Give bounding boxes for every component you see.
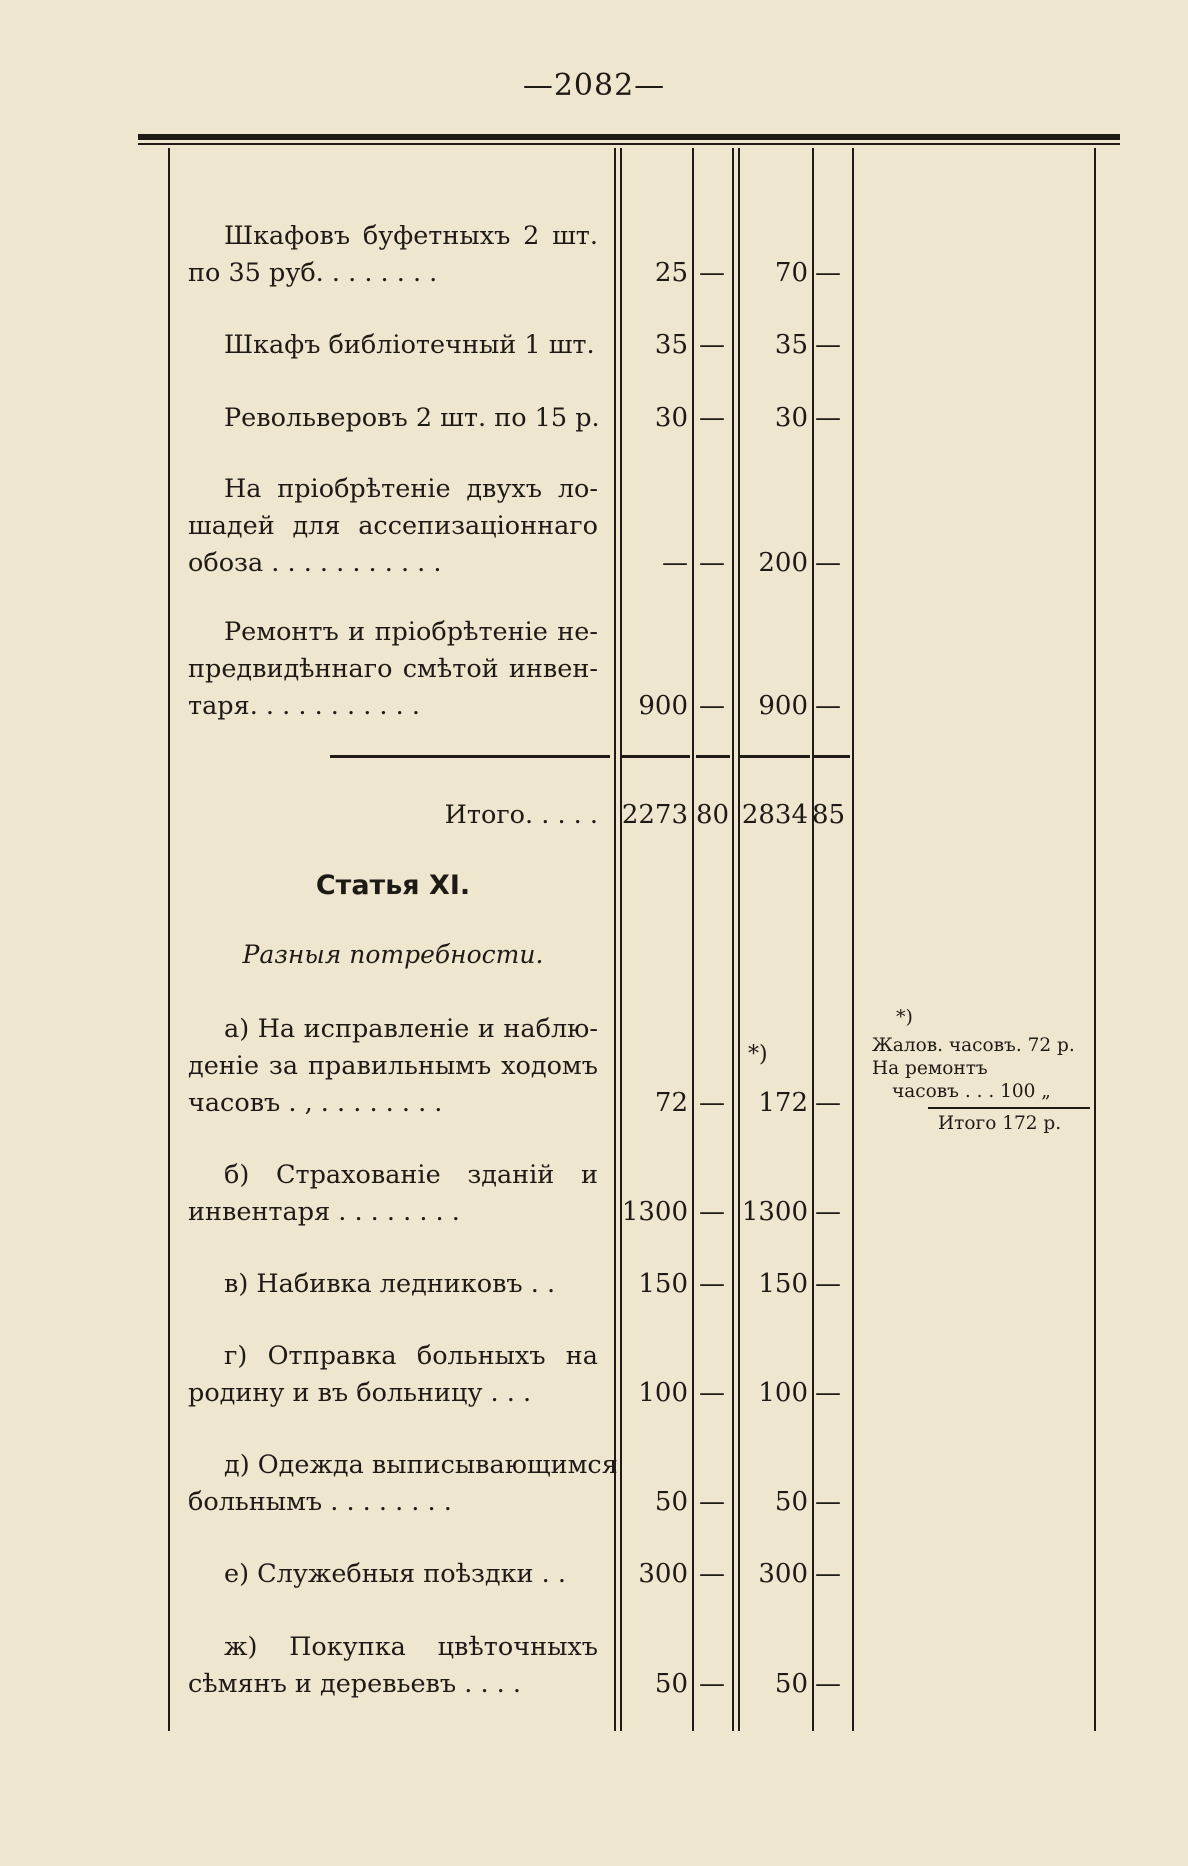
section-title: Статья XI. (315, 870, 471, 901)
top-rule (138, 134, 1120, 140)
amount-rub-1: 100 (638, 1378, 688, 1408)
item-text: по 35 руб. . . . . . . . (188, 258, 438, 288)
amount-kop-2: — (815, 1197, 841, 1227)
amount-kop-1: — (699, 258, 725, 288)
item-text: сѣмянъ и деревьевъ . . . . (188, 1669, 521, 1699)
amount-rub-1: — (662, 548, 688, 578)
side-note-rule (928, 1107, 1090, 1109)
total-rule (814, 755, 850, 758)
amount-kop-1: — (699, 1269, 725, 1299)
amount-rub-2: 200 (758, 548, 808, 578)
item-text: а) На исправленіе и наблю- (224, 1014, 598, 1044)
amount-rub-2: 172 (758, 1088, 808, 1118)
amount-kop-1: — (699, 1378, 725, 1408)
line-item (188, 1266, 598, 1303)
item-text: в) Набивка ледниковъ . . (224, 1269, 556, 1299)
total-rub-2: 2834 (741, 800, 808, 830)
amount-rub-1: 1300 (621, 1197, 688, 1227)
amount-rub-2: 35 (774, 330, 808, 360)
amount-rub-2: 300 (758, 1559, 808, 1589)
item-text: г) Отправка больныхъ на (224, 1341, 598, 1371)
column-divider (852, 148, 854, 1731)
item-text: б) Страхованіе зданій и (224, 1160, 598, 1190)
line-item (188, 218, 598, 292)
amount-kop-1: — (699, 1669, 725, 1699)
amount-rub-1: 300 (638, 1559, 688, 1589)
item-text: часовъ . , . . . . . . . . (188, 1088, 443, 1118)
amount-kop-1: — (699, 330, 725, 360)
side-note-line: Жалов. часовъ. 72 р. (872, 1035, 1075, 1056)
amount-kop-2: — (815, 1669, 841, 1699)
amount-kop-2: — (815, 403, 841, 433)
side-note-line: На ремонтъ (872, 1058, 988, 1079)
total-label: Итого. . . . . (444, 800, 598, 830)
item-text: предвидѣннаго смѣтой инвен- (188, 654, 598, 684)
total-rub-1: 2273 (621, 800, 688, 830)
item-text: На пріобрѣтеніе двухъ ло- (224, 474, 598, 504)
total-kop-1: 80 (696, 800, 730, 830)
amount-rub-1: 900 (638, 691, 688, 721)
line-item (188, 1157, 598, 1231)
section-subtitle: Разныя потребности. (242, 940, 544, 969)
table-left-border (168, 148, 170, 1731)
total-rule (622, 755, 690, 758)
top-rule-thin (138, 143, 1120, 145)
item-text: Ремонтъ и пріобрѣтеніе не- (224, 617, 598, 647)
amount-kop-1: — (699, 1487, 725, 1517)
amount-rub-1: 35 (654, 330, 688, 360)
line-item (188, 327, 598, 364)
amount-rub-1: 72 (654, 1088, 688, 1118)
column-divider (614, 148, 616, 1731)
side-note-total-text: Итого 172 р. (938, 1113, 1062, 1134)
amount-rub-2: 30 (774, 403, 808, 433)
line-item (188, 1011, 598, 1122)
column-divider (732, 148, 734, 1731)
item-text: е) Служебныя поѣздки . . (224, 1559, 566, 1589)
amount-rub-1: 150 (638, 1269, 688, 1299)
amount-kop-1: — (699, 1197, 725, 1227)
item-text: деніе за правильнымъ ходомъ (188, 1051, 598, 1081)
amount-kop-2: — (815, 691, 841, 721)
item-text: родину и въ больницу . . . (188, 1378, 532, 1408)
amount-rub-2: 1300 (741, 1197, 808, 1227)
amount-kop-1: — (699, 1088, 725, 1118)
total-rule (696, 755, 730, 758)
amount-kop-2: — (815, 1559, 841, 1589)
amount-rub-2: 50 (774, 1487, 808, 1517)
item-text: д) Одежда выписывающимся (224, 1450, 618, 1480)
amount-rub-2: 70 (774, 258, 808, 288)
amount-kop-1: — (699, 1559, 725, 1589)
column-divider (692, 148, 694, 1731)
item-text: больнымъ . . . . . . . . (188, 1487, 452, 1517)
amount-kop-2: — (815, 1088, 841, 1118)
amount-kop-1: — (699, 548, 725, 578)
item-text: шадей для ассепизаціоннаго (188, 511, 598, 541)
item-text: таря. . . . . . . . . . . (188, 691, 420, 721)
amount-rub-1: 25 (654, 258, 688, 288)
amount-rub-2: 100 (758, 1378, 808, 1408)
amount-rub-1: 50 (654, 1487, 688, 1517)
line-item (188, 1447, 618, 1521)
side-note (872, 1034, 1090, 1103)
amount-rub-1: 50 (654, 1669, 688, 1699)
amount-kop-1: — (699, 691, 725, 721)
amount-rub-2: 50 (774, 1669, 808, 1699)
total-rule (740, 755, 810, 758)
line-item (188, 471, 598, 582)
line-item (188, 1338, 598, 1412)
item-text: ж) Покупка цвѣточныхъ (224, 1632, 598, 1662)
amount-kop-2: — (815, 548, 841, 578)
line-item (188, 614, 598, 725)
item-text: Шкафъ библіотечный 1 шт. (224, 330, 595, 360)
total-row (188, 797, 598, 834)
amount-rub-2: 900 (758, 691, 808, 721)
amount-kop-2: — (815, 1269, 841, 1299)
side-note-line: часовъ . . . 100 „ (892, 1081, 1051, 1102)
side-note-marker: *) (896, 1006, 913, 1028)
amount-kop-2: — (815, 1378, 841, 1408)
amount-kop-2: — (815, 1487, 841, 1517)
line-item (188, 1556, 598, 1593)
amount-kop-2: — (815, 330, 841, 360)
amount-rub-2: 150 (758, 1269, 808, 1299)
page-number: —2082— (522, 68, 666, 103)
amount-rub-1: 30 (654, 403, 688, 433)
item-text: Шкафовъ буфетныхъ 2 шт. (224, 221, 598, 251)
total-rule (330, 755, 610, 758)
item-text: обоза . . . . . . . . . . . (188, 548, 442, 578)
item-text: Револьверовъ 2 шт. по 15 р. (224, 403, 600, 433)
side-note-total (938, 1112, 1078, 1135)
item-text: инвентаря . . . . . . . . (188, 1197, 460, 1227)
table-right-border (1094, 148, 1096, 1731)
line-item (188, 400, 598, 437)
line-item (188, 1629, 598, 1703)
total-kop-2: 85 (812, 800, 846, 830)
footnote-marker: *) (748, 1042, 768, 1067)
amount-kop-1: — (699, 403, 725, 433)
amount-kop-2: — (815, 258, 841, 288)
